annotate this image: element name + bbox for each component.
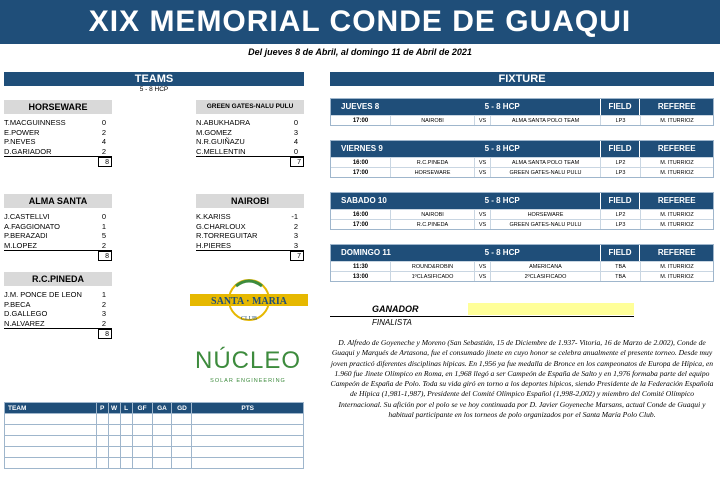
player-row [4, 290, 112, 300]
match-away-team: GREEN GATES-NALU PULU [491, 168, 601, 177]
player-handicap: 0 [293, 146, 298, 156]
match-field: TBA [601, 272, 641, 281]
fixture-day-block [330, 244, 714, 282]
fixture-match-row [331, 219, 713, 229]
standings-cell [5, 414, 97, 425]
fixture-match-row [331, 167, 713, 177]
field-header: FIELD [600, 193, 640, 209]
player-name: P.BERAZADI [4, 231, 48, 240]
player-handicap: 3 [293, 240, 298, 250]
standings-cell [152, 414, 172, 425]
match-home-team: HORSEWARE [391, 168, 475, 177]
match-time: 13:00 [331, 272, 391, 281]
referee-header: REFEREE [639, 99, 713, 115]
standings-cell [96, 425, 108, 436]
standings-table [4, 402, 304, 469]
standings-cell [108, 436, 120, 447]
fixture-day-block [330, 192, 714, 230]
match-home-team: NAIROBI [391, 116, 475, 125]
match-vs: VS [475, 220, 491, 229]
player-handicap: 2 [101, 299, 106, 309]
standings-cell [5, 447, 97, 458]
fixture-day-header [331, 141, 713, 157]
standings-cell [132, 425, 152, 436]
standings-cell [172, 447, 192, 458]
fixture-day: SABADO 10 [341, 196, 387, 205]
player-name: D.GARIADOR [4, 146, 52, 156]
standings-cell [172, 458, 192, 469]
team-name-header: R.C.PINEDA [4, 272, 112, 286]
player-handicap: 2 [101, 318, 106, 328]
player-row [196, 118, 304, 128]
player-row [4, 137, 112, 147]
winner-value [468, 303, 634, 315]
winner-row [330, 303, 634, 315]
conde-biography: D. Alfredo de Goyeneche y Moreno (San Sebastián, 15 de Diciembre de 1.937- Vitoria, 16 de Marzo de 2.002), Conde de Guaqui y Marqués de Artasona, fue el consumado jinete en cuyo honor se celebra anualmente el presente torneo. Desde muy joven practicó diferentes disciplinas hípicas. En 1,956 ya fue medalla de Bronce en los campeonatos de Europa de Hípica, en 1.960 fue Jinete Olímpico en Roma, en 1,968 llegó a ser Campeón de España de Salto y en 1,976 formaba parte del equipo Campeón de España de Polo. Toda su vida giró en torno a los deportes hípicos, siendo Presidente de la Federación Española de Hípica (1,981-1,987), Presidente del Comité Olímpico Español (1,998-2,002) y miembro del Comité Olímpico Internacional. Su afición por el polo se ve hoy continuada por D. Javier Goyeneche Marsans, actual Conde de Guaqui y habitual participante en los torneos de polo organizados por el Santa María Polo Club. [330, 338, 714, 420]
team-total: 7 [290, 157, 304, 167]
match-field: LP3 [601, 116, 641, 125]
match-referee: M. ITURRIOZ [660, 170, 694, 176]
player-handicap: 3 [101, 309, 106, 318]
fixture-day-header [331, 99, 713, 115]
team-roster [196, 118, 304, 167]
player-row [4, 231, 112, 241]
match-vs: VS [475, 210, 491, 219]
standings-cell [120, 425, 132, 436]
player-row [4, 212, 112, 222]
svg-text:SANTA · MARIA: SANTA · MARIA [211, 296, 287, 307]
standings-cell [132, 436, 152, 447]
standings-cell [152, 458, 172, 469]
player-handicap: 1 [101, 221, 106, 231]
team-roster [196, 212, 304, 261]
match-referee: M. ITURRIOZ [660, 264, 694, 270]
team-name-header: HORSEWARE [4, 100, 112, 114]
fixture-match-row [331, 261, 713, 271]
field-header: FIELD [600, 141, 640, 157]
match-time: 17:00 [331, 168, 391, 177]
team-total: 8 [98, 157, 112, 167]
match-referee: M. ITURRIOZ [660, 222, 694, 228]
player-row [196, 137, 304, 147]
player-row [196, 241, 304, 251]
standings-row [5, 436, 304, 447]
standings-cell [5, 425, 97, 436]
match-field: TBA [601, 262, 641, 271]
player-name: K.KARISS [196, 212, 231, 221]
match-time: 11:30 [331, 262, 391, 271]
match-time: 16:00 [331, 158, 391, 167]
standings-row [5, 414, 304, 425]
player-handicap: 0 [101, 118, 106, 127]
team-total-row [4, 250, 112, 261]
referee-header: REFEREE [639, 141, 713, 157]
team-total-row [4, 156, 112, 167]
player-handicap: -1 [291, 212, 298, 221]
fixture-day-header [331, 245, 713, 261]
match-vs: VS [475, 262, 491, 271]
player-handicap: 3 [293, 127, 298, 137]
team-total: 7 [290, 251, 304, 261]
player-name: P.NEVES [4, 137, 36, 146]
player-handicap: 4 [101, 137, 106, 146]
standings-col-header: GF [132, 403, 152, 414]
player-row [4, 241, 112, 251]
standings-row [5, 458, 304, 469]
standings-cell [192, 447, 304, 458]
team-name-header: NAIROBI [196, 194, 304, 208]
player-handicap: 0 [101, 212, 106, 221]
standings-cell [96, 447, 108, 458]
standings-cell [120, 414, 132, 425]
match-referee: M. ITURRIOZ [660, 118, 694, 124]
standings-col-header: W [108, 403, 120, 414]
standings-cell [192, 458, 304, 469]
fixture-day: VIERNES 9 [341, 144, 383, 153]
player-handicap: 1 [101, 290, 106, 299]
match-referee: M. ITURRIOZ [660, 212, 694, 218]
player-row [4, 309, 112, 319]
player-name: J.M. PONCE DE LEON [4, 290, 82, 299]
teams-hcp: 5 - 8 HCP [139, 86, 169, 93]
standings-col-header: P [96, 403, 108, 414]
fixture-day-block [330, 140, 714, 178]
player-name: N.ABUKHADRA [196, 118, 251, 127]
standings-header [5, 403, 304, 414]
standings-row [5, 447, 304, 458]
match-home-team: 1ºCLASIFICADO [391, 272, 475, 281]
standings-cell [5, 458, 97, 469]
standings-cell [172, 436, 192, 447]
svg-text:NÚCLEO: NÚCLEO [196, 347, 300, 373]
match-field: LP3 [601, 168, 641, 177]
fixture-match-row [331, 271, 713, 281]
team-roster [4, 118, 112, 167]
team-name-header: GREEN GATES-NALU PULU [196, 100, 304, 114]
team-roster [4, 212, 112, 261]
standings-cell [132, 414, 152, 425]
player-row [4, 128, 112, 138]
player-row [196, 222, 304, 232]
player-handicap: 2 [101, 240, 106, 250]
match-time: 17:00 [331, 116, 391, 125]
standings-cell [152, 425, 172, 436]
standings-cell [96, 414, 108, 425]
nucleo-logo [196, 345, 300, 389]
standings-cell [172, 425, 192, 436]
player-name: H.PIERES [196, 240, 232, 250]
match-away-team: 2ºCLASIFICADO [491, 272, 601, 281]
team-total: 8 [98, 329, 112, 339]
player-handicap: 2 [101, 146, 106, 156]
match-vs: VS [475, 168, 491, 177]
player-handicap: 4 [293, 137, 298, 146]
player-name: N.R.GUIÑAZU [196, 137, 245, 146]
match-time: 17:00 [331, 220, 391, 229]
player-row [4, 147, 112, 157]
team-total-row [196, 156, 304, 167]
standings-cell [120, 458, 132, 469]
standings-cell [192, 436, 304, 447]
field-header: FIELD [600, 99, 640, 115]
fixture-title: FIXTURE [330, 72, 714, 86]
player-name: T.MACGUINNESS [4, 118, 66, 127]
match-away-team: AMERICANA [491, 262, 601, 271]
fixture-match-row [331, 157, 713, 167]
fixture-hcp: 5 - 8 HCP [484, 102, 520, 111]
page-title: XIX MEMORIAL CONDE DE GUAQUI [0, 0, 720, 44]
player-name: C.MELLENTIN [196, 146, 246, 156]
player-handicap: 3 [293, 231, 298, 240]
standings-col-header: PTS [192, 403, 304, 414]
player-handicap: 2 [293, 221, 298, 231]
match-vs: VS [475, 116, 491, 125]
match-field: LP3 [601, 220, 641, 229]
player-name: R.TORREGUITAR [196, 231, 258, 240]
match-vs: VS [475, 272, 491, 281]
referee-header: REFEREE [639, 245, 713, 261]
match-away-team: ALMA SANTA POLO TEAM [491, 116, 601, 125]
match-referee: M. ITURRIOZ [660, 160, 694, 166]
player-name: G.CHARLOUX [196, 221, 246, 231]
team-name-header: ALMA SANTA [4, 194, 112, 208]
standings-col-header: L [120, 403, 132, 414]
standings-cell [172, 414, 192, 425]
match-home-team: R.C.PINEDA [391, 220, 475, 229]
standings-cell [108, 425, 120, 436]
player-row [4, 222, 112, 232]
standings-cell [120, 447, 132, 458]
match-vs: VS [475, 158, 491, 167]
match-field: LP2 [601, 158, 641, 167]
fixture-day-header [331, 193, 713, 209]
player-row [196, 231, 304, 241]
player-name: P.BECA [4, 299, 31, 309]
player-name: M.GOMEZ [196, 127, 232, 137]
standings-col-header: GA [152, 403, 172, 414]
standings-cell [108, 447, 120, 458]
match-referee: M. ITURRIOZ [660, 274, 694, 280]
standings-cell [192, 425, 304, 436]
team-total: 8 [98, 251, 112, 261]
santa-maria-polo-club-logo [190, 270, 308, 332]
standings-cell [96, 436, 108, 447]
player-row [196, 212, 304, 222]
player-name: M.LOPEZ [4, 240, 37, 250]
fixture-hcp: 5 - 8 HCP [484, 196, 520, 205]
player-name: E.POWER [4, 127, 40, 137]
standings-cell [108, 414, 120, 425]
standings-cell [152, 436, 172, 447]
player-row [4, 319, 112, 329]
svg-text:CLUB: CLUB [240, 316, 258, 322]
fixture-day: DOMINGO 11 [341, 248, 391, 257]
team-roster [4, 290, 112, 339]
standings-cell [192, 414, 304, 425]
fixture-match-row [331, 115, 713, 125]
player-row [4, 300, 112, 310]
player-row [4, 118, 112, 128]
match-away-team: HORSEWARE [491, 210, 601, 219]
standings-cell [132, 447, 152, 458]
match-field: LP2 [601, 210, 641, 219]
fixture-hcp: 5 - 8 HCP [484, 144, 520, 153]
field-header: FIELD [600, 245, 640, 261]
fixture-day-block [330, 98, 714, 126]
player-row [196, 128, 304, 138]
standings-col-header: TEAM [5, 403, 97, 414]
player-name: A.FAGGIONATO [4, 221, 60, 231]
standings-cell [96, 458, 108, 469]
player-handicap: 5 [101, 231, 106, 240]
fixture-match-row [331, 209, 713, 219]
standings-cell [108, 458, 120, 469]
standings-cell [132, 458, 152, 469]
teams-title: TEAMS [4, 72, 304, 86]
standings-row [5, 425, 304, 436]
player-name: N.ALVAREZ [4, 318, 45, 328]
standings-cell [152, 447, 172, 458]
match-away-team: ALMA SANTA POLO TEAM [491, 158, 601, 167]
standings-col-header: GD [172, 403, 192, 414]
player-handicap: 2 [101, 127, 106, 137]
match-time: 16:00 [331, 210, 391, 219]
match-away-team: GREEN GATES-NALU PULU [491, 220, 601, 229]
winner-label: GANADOR [372, 304, 419, 314]
event-dates: Del jueves 8 de Abril, al domingo 11 de Abril de 2021 [248, 47, 472, 57]
match-home-team: R.C.PINEDA [391, 158, 475, 167]
match-home-team: NAIROBI [391, 210, 475, 219]
player-name: J.CASTELLVI [4, 212, 50, 221]
fixture-day: JUEVES 8 [341, 102, 380, 111]
player-row [196, 147, 304, 157]
standings-cell [5, 436, 97, 447]
player-handicap: 0 [293, 118, 298, 127]
team-total-row [196, 250, 304, 261]
team-total-row [4, 328, 112, 339]
player-name: D.GALLEGO [4, 309, 48, 318]
finalist-label: FINALISTA [330, 316, 634, 327]
standings-cell [120, 436, 132, 447]
match-home-team: ROUND&ROBIN [391, 262, 475, 271]
referee-header: REFEREE [639, 193, 713, 209]
fixture-hcp: 5 - 8 HCP [484, 248, 520, 257]
nucleo-subtitle: SOLAR ENGINEERING [210, 378, 286, 384]
